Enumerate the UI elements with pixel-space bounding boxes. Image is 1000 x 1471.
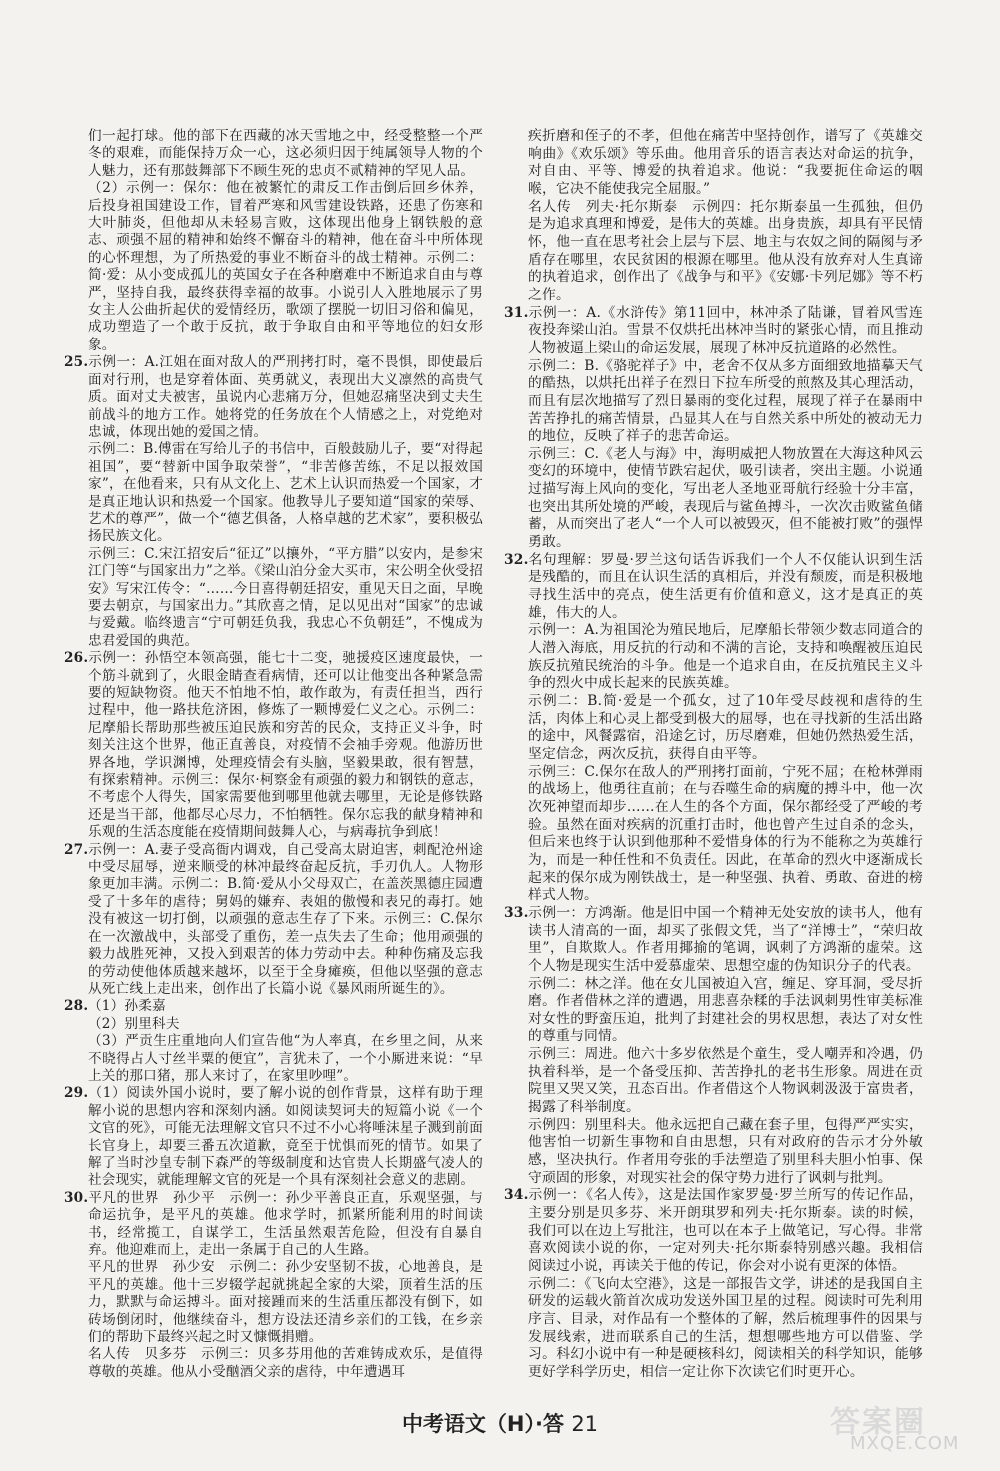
answer-text: （3）严贡生庄重地向人们宣告他“为人率真，在乡里之间，从来不晓得占人寸丝半粟的便宜”，言犹未了，一个小厮进来说：“早上关的那口猪，那人来讨了，在家里吵哩”。 bbox=[88, 1033, 483, 1084]
answer-text: 名人传 列夫·托尔斯泰 示例四：托尔斯泰虽一生孤独，但仍是为追求真理和博爱，是伟大的英雄。出身贵族，却具有平民情怀，他一直在思考社会上层与下层、地主与农奴之间的隔阂与矛盾存在哪里，农民贫困的根源在哪里。他从没有放弃对人生真谛的执着追求，创作出了《战争与和平》《安娜·卡列尼娜》等不朽之作。 bbox=[528, 198, 923, 303]
answer-text: 平凡的世界 孙少安 示例二：孙少安坚韧不拔，心地善良，是平凡的英雄。他十三岁辍学起就挑起全家的大梁，顶着生活的压力，默默与命运搏斗。面对接踵而来的生活重压都没有倒下，如砖场倒闭时，他继续奋斗，想方设法还清乡亲们的工钱，在乡亲们的帮助下最终兴起之时又慷慨捐赠。 bbox=[88, 1259, 483, 1346]
page-number: 21 bbox=[571, 1412, 599, 1436]
answer-text: 示例三：周进。他六十多岁依然是个童生，受人嘲弄和冷遇，仍执着科举，是一个备受压抑、苦苦挣扎的老书生形象。周进在贡院里又哭又笑，丑态百出。作者借这个人物讽刺汲汲于富贵者，揭露了科举制度。 bbox=[528, 1046, 923, 1116]
answer-paragraph bbox=[64, 841, 483, 999]
answer-paragraph bbox=[528, 622, 923, 693]
answer-text: 示例一：孙悟空本领高强，能七十二变，驰援疫区速度最快，一个筋斗就到了，火眼金睛查看病情，还可以让他变出各种紧急需要的短缺物资。他天不怕地不怕，敢作敢为，有责任担当，西行过程中，他一路扶危济困，修炼了一颗博爱仁义之心。示例二：尼摩船长帮助那些被压迫民族和穷苦的民众，支持正义斗争，时刻关注这个世界，他正直善良，对疫情不会袖手旁观。他游历世界各地，学识渊博，处理疫情会有头脑，坚毅果敢，很有智慧，有探索精神。示例三：保尔·柯察金有顽强的毅力和钢铁的意志，不考虑个人得失，国家需要他到哪里他就去哪里，无论是修铁路还是当干部，他都尽心尽力，不怕牺牲。保尔忘我的献身精神和乐观的生活态度能在疫情期间鼓舞人心，与病毒抗争到底！ bbox=[88, 650, 483, 841]
answer-text: 示例二：B.傅雷在写给儿子的书信中，百般鼓励儿子，要“对得起祖国”，要“替新中国争取荣誉”，“非苦修苦练，不足以报效国家”，在他看来，只有从文化上、艺术上认识而热爱一个国家，才是真正地认识和热爱一个国家。他教导儿子要知道“国家的荣辱、艺术的尊严”，做一个“德艺俱备，人格卓越的艺术家”，要积极弘扬民族文化。 bbox=[88, 441, 483, 545]
answer-text: 示例四：别里科夫。他永远把自己藏在套子里，包得严严实实，他害怕一切新生事物和自由思想，只有对政府的告示才分外敏感，坚决执行。作者用夸张的手法塑造了别里科夫胆小怕事、保守顽固的形象，对现实社会的保守势力进行了讽刺与批判。 bbox=[528, 1116, 923, 1186]
watermark-logo-text: 答案圈 bbox=[830, 1405, 926, 1440]
answer-text: 示例三：C.宋江招安后“征辽”以攘外，“平方腊”以安内，是参宋江门等“与国家出力”之举。《梁山泊分金大买市，宋公明全伙受招安》写宋江传令：“……今日喜得朝廷招安，重见天日之面，早晚要去朝京，与国家出力。”其欣喜之情，足以见出对“国家”的忠诚与爱戴。临终遗言“宁可朝廷负我，我忠心不负朝廷”，不愧成为忠君爱国的典范。 bbox=[88, 545, 483, 649]
watermark-url: MXQE.COM bbox=[850, 1433, 960, 1454]
right-column bbox=[504, 128, 923, 1382]
answer-text: 名句理解：罗曼·罗兰这句话告诉我们一个人不仅能认识到生活是残酷的，而且在认识生活的真相后，并没有颓废，而是积极地寻找生活中的亮点，使生活更有价值和意义，这才是真正的英雄，伟大的人。 bbox=[528, 551, 923, 621]
answer-text: 示例一：A.《水浒传》第11回中，林冲杀了陆谦，冒着风雪连夜投奔梁山泊。雪景不仅烘托出林冲当时的紧张心情，而且推动人物被逼上梁山的命运发展，展现了林冲反抗道路的必然性。 bbox=[528, 304, 923, 356]
question-number: 29. bbox=[64, 1085, 89, 1102]
answer-text: 示例二：B.《骆驼祥子》中，老舍不仅从多方面细致地描摹天气的酷热，以烘托出祥子在烈日下拉车所受的煎熬及其心理活动，而且有层次地描写了烈日暴雨的变化过程，展现了祥子在暴雨中苦苦挣扎的痛苦情景，凸显其人在与自然关系中所处的被动无力的地位，反映了祥子的悲苦命运。 bbox=[528, 357, 923, 445]
answer-text: （1）孙柔嘉 bbox=[88, 998, 166, 1015]
answer-paragraph bbox=[64, 650, 483, 841]
answer-text: 平凡的世界 孙少平 示例一：孙少平善良正直，乐观坚强，与命运抗争，是平凡的英雄。他求学时，抓紧所能利用的时间读书，经常揽工，自谋学工，生活虽然艰苦危险，但没有自暴自弃。他迎难而上，走出一条属于自己的人生路。 bbox=[88, 1189, 483, 1258]
answer-text: 名人传 贝多芬 示例三：贝多芬用他的苦难铸成欢乐，是值得尊敬的英雄。他从小受酗酒父亲的虐待，中年遭遇耳 bbox=[88, 1346, 483, 1380]
answer-text: 示例三：C.保尔在敌人的严刑拷打面前，宁死不屈；在枪林弹雨的战场上，他勇往直前；在与吞噬生命的病魔的搏斗中，他一次次死神望而却步……在人生的各个方面，保尔都经受了严峻的考验。虽然在面对疾病的沉重打击时，他也曾产生过自杀的念头，但后来也终于认识到他那种不爱惜身体的行为不能称之为英雄行为，而是一种任性和不负责任。因此，在革命的烈火中逐渐成长起来的保尔成为刚铁战士，是一种坚强、执着、勇敢、奋进的榜样式人物。 bbox=[528, 763, 923, 904]
question-number: 32. bbox=[504, 551, 529, 568]
answer-paragraph bbox=[528, 693, 923, 764]
footer-title: 中考语文（H）·答 bbox=[401, 1412, 564, 1436]
answer-text: 示例一：方鸿渐。他是旧中国一个精神无处安放的读书人，他有读书人清高的一面，却买了张假文凭，当了“洋博士”，“荣归故里”，自欺欺人。作者用揶揄的笔调，讽刺了方鸿渐的虚荣。这个人物是现实生活中爱慕虚荣、思想空虚的伪知识分子的代表。 bbox=[528, 904, 923, 974]
question-number: 26. bbox=[64, 650, 89, 667]
question-number: 27. bbox=[64, 841, 89, 858]
answer-text: （2）别里科夫 bbox=[88, 1015, 180, 1032]
answer-paragraph bbox=[88, 1346, 483, 1381]
question-number: 34. bbox=[504, 1187, 529, 1204]
answer-paragraph bbox=[64, 998, 483, 1015]
answer-paragraph bbox=[64, 1085, 483, 1189]
answer-paragraph bbox=[64, 354, 483, 441]
answer-text: 们一起打球。他的部下在西藏的冰天雪地之中，经受整整一个严冬的艰难，而能保持万众一心，这必须归因于纯属领导人物的个人魅力，还有那鼓舞部下不顾生死的忠贞不贰精神的罕见人品。 bbox=[88, 128, 483, 179]
answer-paragraph bbox=[528, 976, 923, 1047]
answer-text: 示例二：林之洋。他在女儿国被迫入宫，缠足、穿耳洞，受尽折磨。作者借林之洋的遭遇，用悲喜杂糅的手法讽刺男性审美标准对女性的野蛮压迫，批判了封建社会的男权思想，表达了对女性的尊重与同情。 bbox=[528, 975, 923, 1045]
answer-text: 示例三：C.《老人与海》中，海明威把人物放置在大海这种风云变幻的环境中，使情节跌宕起伏，吸引读者，突出主题。小说通过描写海上风向的变化，写出老人圣地亚哥航行经验十分丰富，也突出其所处境的严峻，表现后与鲨鱼搏斗，一次次击败鲨鱼储蓄，从而突出了老人“一个人可以被毁灭，但不能被打败”的强悍勇敢。 bbox=[528, 445, 923, 551]
answer-paragraph bbox=[88, 441, 483, 545]
answer-paragraph bbox=[88, 1016, 483, 1033]
answer-text: 示例二：《飞向太空港》，这是一部报告文学，讲述的是我国自主研发的运载火箭首次成功发送外国卫星的过程。阅读时可先利用序言、目录，对作品有一个整体的了解，然后梳理事件的因果与发展线索，进而联系自己的生活，想想哪些地方可以借鉴、学习。科幻小说中有一种是硬核科幻，阅读相关的科学知识，能够更好学科学历史，相信一定让你下次读它们时更开心。 bbox=[528, 1275, 923, 1380]
answer-paragraph bbox=[504, 304, 923, 358]
answer-paragraph bbox=[528, 358, 923, 446]
answer-paragraph bbox=[504, 904, 923, 976]
answer-paragraph bbox=[504, 1187, 923, 1275]
watermark-logo bbox=[830, 1397, 980, 1457]
answer-paragraph bbox=[528, 764, 923, 905]
answer-text: 示例一：A.妻子受高衙内调戏，自己受高太尉迫害，刺配沧州途中受尽屈辱，逆来顺受的林冲最终奋起反抗，手刃仇人。人物形象更加丰满。示例二：B.简·爱从小父母双亡，在盖茨黑德庄园遭受了十多年的虐待；舅妈的嫌弃、表姐的傲慢和表兄的毒打。她没有被这一切打倒，以顽强的意志生存了下来。示例三：C.保尔在一次激战中，头部受了重伤，差一点失去了生命；他用顽强的毅力战胜死神，又投入到艰苦的体力劳动中去。种种伤痛及忘我的劳动使他体质越来越坏，以至于全身瘫痪，但他以坚强的意志从死亡线上走出来，创作出了长篇小说《暴风雨所诞生的》。 bbox=[88, 841, 483, 997]
question-number: 25. bbox=[64, 354, 89, 371]
answer-paragraph bbox=[88, 1033, 483, 1085]
answer-paragraph bbox=[528, 1046, 923, 1117]
answer-paragraph bbox=[528, 1117, 923, 1188]
answer-paragraph bbox=[64, 1189, 483, 1260]
question-number: 33. bbox=[504, 904, 529, 921]
answer-text: 示例二：B.简·爱是一个孤女，过了10年受尽歧视和虐待的生活，肉体上和心灵上都受到极大的屈辱，也在寻找新的生活出路的途中，风餐露宿，沿途乞讨，历尽磨难，但她仍然热爱生活，坚定信念，两次反抗，获得自由平等。 bbox=[528, 693, 923, 762]
answer-paragraph bbox=[88, 546, 483, 650]
question-number: 30. bbox=[64, 1189, 89, 1206]
answer-paragraph bbox=[528, 128, 923, 199]
left-column bbox=[64, 128, 483, 1381]
answer-text: （1）阅读外国小说时，要了解小说的创作背景，这样有助于理解小说的思想内容和深刻内涵。如阅读契诃夫的短篇小说《一个文官的死》，可能无法理解文官只不过不小心将唾沫星子溅到前面长官身上，却要三番五次道歉，竟至于忧惧而死的情节。如果了解了当时沙皇专制下森严的等级制度和达官贵人长期盛气凌人的社会现实，就能理解文官的死是一个具有深刻社会意义的悲剧。 bbox=[88, 1085, 483, 1189]
answer-text: 疾折磨和侄子的不孝，但他在痛苦中坚持创作，谱写了《英雄交响曲》《欢乐颂》等乐曲。他用音乐的语言表达对命运的抗争，对自由、平等、博爱的执着追求。他说：“我要扼住命运的咽喉，它决不能使我完全屈服。” bbox=[528, 128, 923, 197]
answer-text: 示例一：A.为祖国沦为殖民地后，尼摩船长带领少数志同道合的人潜入海底，用反抗的行动和不满的言论，支持和唤醒被压迫民族反抗殖民统治的斗争。他是一个追求自由，在反抗殖民主义斗争的烈火中成长起来的民族英雄。 bbox=[528, 622, 923, 692]
answer-text: 示例一：《名人传》，这是法国作家罗曼·罗兰所写的传记作品，主要分别是贝多芬、米开朗琪罗和列夫·托尔斯泰。读的时候，我们可以在边上写批注，也可以在本子上做笔记，写心得。非常喜欢阅读小说的你，一定对列夫·托尔斯泰特别感兴趣。我相信阅读过小说，再读关于他的传记，你会对小说有更深的体悟。 bbox=[528, 1187, 923, 1274]
question-number: 28. bbox=[64, 998, 89, 1015]
answer-paragraph bbox=[88, 180, 483, 354]
question-number: 31. bbox=[504, 304, 529, 321]
answer-paragraph bbox=[88, 1259, 483, 1346]
answer-paragraph bbox=[504, 551, 923, 623]
answer-paragraph bbox=[528, 446, 923, 552]
answer-paragraph bbox=[528, 199, 923, 305]
answer-text: （2）示例一：保尔：他在被繁忙的肃反工作击倒后回乡休养，后投身祖国建设工作，冒着严寒和风雪建设铁路，还患了伤寒和大叶肺炎，但他却从未轻易言败，这体现出他身上钢铁般的意志、顽强不屈的精神和始终不懈奋斗的精神，他在奋斗中所体现的心怀理想，为了所热爱的事业不断奋斗的战士精神。示例二：简·爱：从小变成孤儿的英国女子在各种磨难中不断追求自由与尊严，坚持自我，最终获得幸福的故事。小说引人入胜地展示了男女主人公曲折起伏的爱情经历，歌颂了摆脱一切旧习俗和偏见，成功塑造了一个敢于反抗，敢于争取自由和平等地位的妇女形象。 bbox=[88, 180, 483, 353]
answer-text: 示例一：A.江姐在面对敌人的严刑拷打时，毫不畏惧，即使最后面对行刑，也是穿着体面、英勇就义，表现出大义凛然的高贵气质。面对丈夫被害，虽说内心悲痛万分，但她忍痛坚决到丈夫生前战斗的地方工作。她将党的任务放在个人情感之上，对党绝对忠诚，体现出她的爱国之情。 bbox=[88, 354, 483, 440]
answer-paragraph bbox=[88, 128, 483, 180]
answer-paragraph bbox=[528, 1276, 923, 1382]
